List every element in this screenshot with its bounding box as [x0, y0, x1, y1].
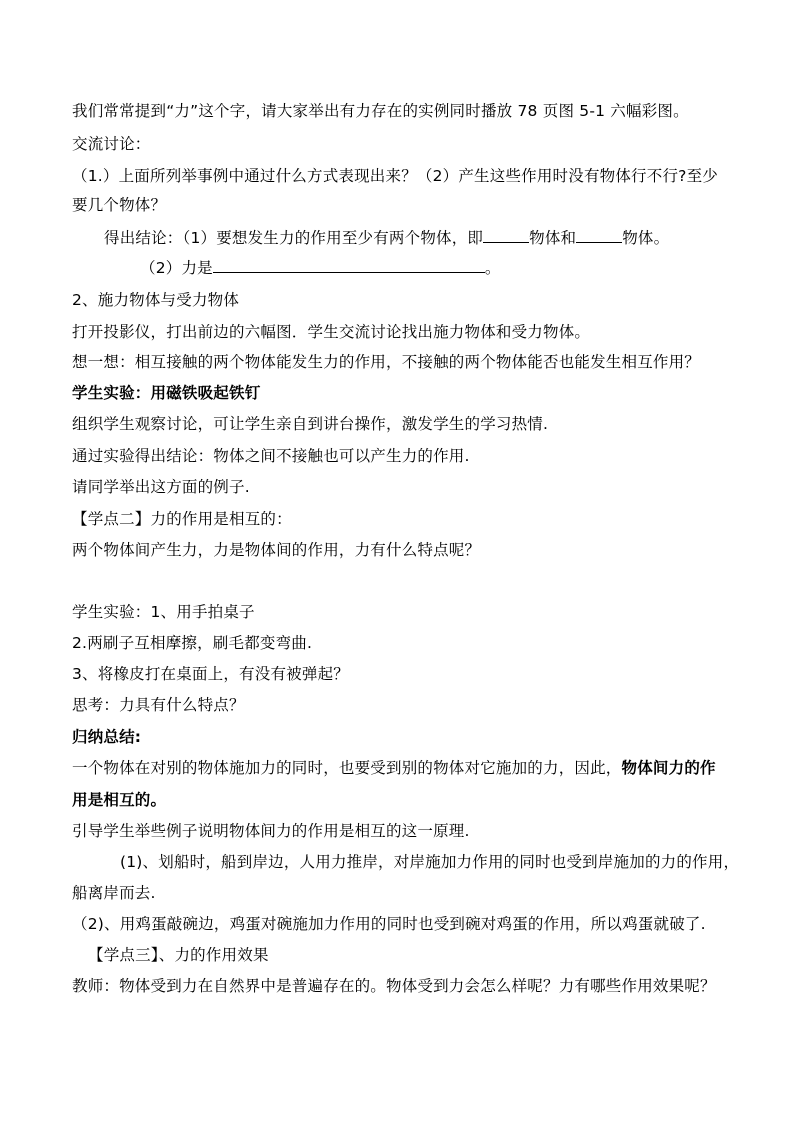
conclusion-1-end: 物体。	[622, 229, 670, 247]
conclusion-1-text: 得出结论：（1）要想发生力的作用至少有两个物体，即	[104, 229, 484, 247]
experiment-magnet: 学生实验：用磁铁吸起铁钉	[72, 384, 261, 402]
conclusion-2-text: （2）力是	[140, 259, 213, 277]
summary-text: 一个物体在对别的物体施加力的同时，也要受到别的物体对它施加的力，因此，	[72, 759, 622, 777]
guide-examples: 引导学生举些例子说明物体间力的作用是相互的这一原理.	[72, 822, 470, 840]
blank-force-definition[interactable]	[213, 258, 485, 273]
experiment-conclusion: 通过实验得出结论：物体之间不接触也可以产生力的作用.	[72, 447, 470, 465]
example-egg: （2)、用鸡蛋敲碗边，鸡蛋对碗施加力作用的同时也受到碗对鸡蛋的作用，所以鸡蛋就破了.	[72, 915, 706, 933]
discussion-question-line2: 要几个物体？	[72, 196, 167, 214]
think-prompt: 思考：力具有什么特点？	[72, 696, 245, 714]
example-rowing-line2: 船离岸而去.	[72, 884, 156, 902]
summary-line1	[72, 758, 716, 778]
think-question: 想一想：相互接触的两个物体能发生力的作用，不接触的两个物体能否也能发生相互作用？	[72, 353, 701, 371]
discussion-heading: 交流讨论：	[72, 135, 151, 153]
summary-key-point: 物体间力的作	[621, 759, 716, 777]
discussion-question-line1: （1.）上面所列举事例中通过什么方式表现出来？（2）产生这些作用时没有物体行不行?至少	[72, 167, 718, 185]
section-heading-2: 2、施力物体与受力物体	[72, 291, 240, 309]
study-point-3: 【学点三】、力的作用效果	[88, 946, 269, 964]
teacher-question: 教师：物体受到力在自然界中是普遍存在的。物体受到力会怎么样呢？力有哪些作用效果呢？	[72, 977, 716, 995]
summary-heading: 归纳总结:	[72, 728, 142, 746]
experiment-step-1: 学生实验：1、用手拍桌子	[72, 603, 255, 621]
blank-object-b[interactable]	[576, 228, 622, 243]
study-point-2: 【学点二】力的作用是相互的：	[72, 510, 292, 528]
projector-paragraph: 打开投影仪，打出前边的六幅图．学生交流讨论找出施力物体和受力物体。	[72, 323, 591, 341]
conclusion-2	[140, 258, 501, 278]
mutual-force-question: 两个物体间产生力，力是物体间的作用，力有什么特点呢？	[72, 541, 481, 559]
conclusion-2-end: 。	[484, 259, 501, 277]
example-rowing-line1: (1)、划船时，船到岸边，人用力推岸，对岸施加力作用的同时也受到岸施加的力的作用，	[120, 853, 740, 871]
experiment-step-3: 3、将橡皮打在桌面上，有没有被弹起？	[72, 665, 349, 683]
experiment-step-2: 2.两刷子互相摩擦，刷毛都变弯曲.	[72, 634, 313, 652]
blank-object-a[interactable]	[483, 228, 529, 243]
intro-paragraph: 我们常常提到“力”这个字，请大家举出有力存在的实例同时播放 78 页图 5-1 六幅彩图。	[72, 102, 689, 120]
summary-key-point-cont: 用是相互的。	[72, 791, 167, 809]
conclusion-1	[104, 228, 669, 248]
observe-paragraph: 组织学生观察讨论，可让学生亲自到讲台操作，激发学生的学习热情.	[72, 415, 549, 433]
conclusion-1-middle: 物体和	[529, 229, 577, 247]
examples-request: 请同学举出这方面的例子.	[72, 478, 250, 496]
